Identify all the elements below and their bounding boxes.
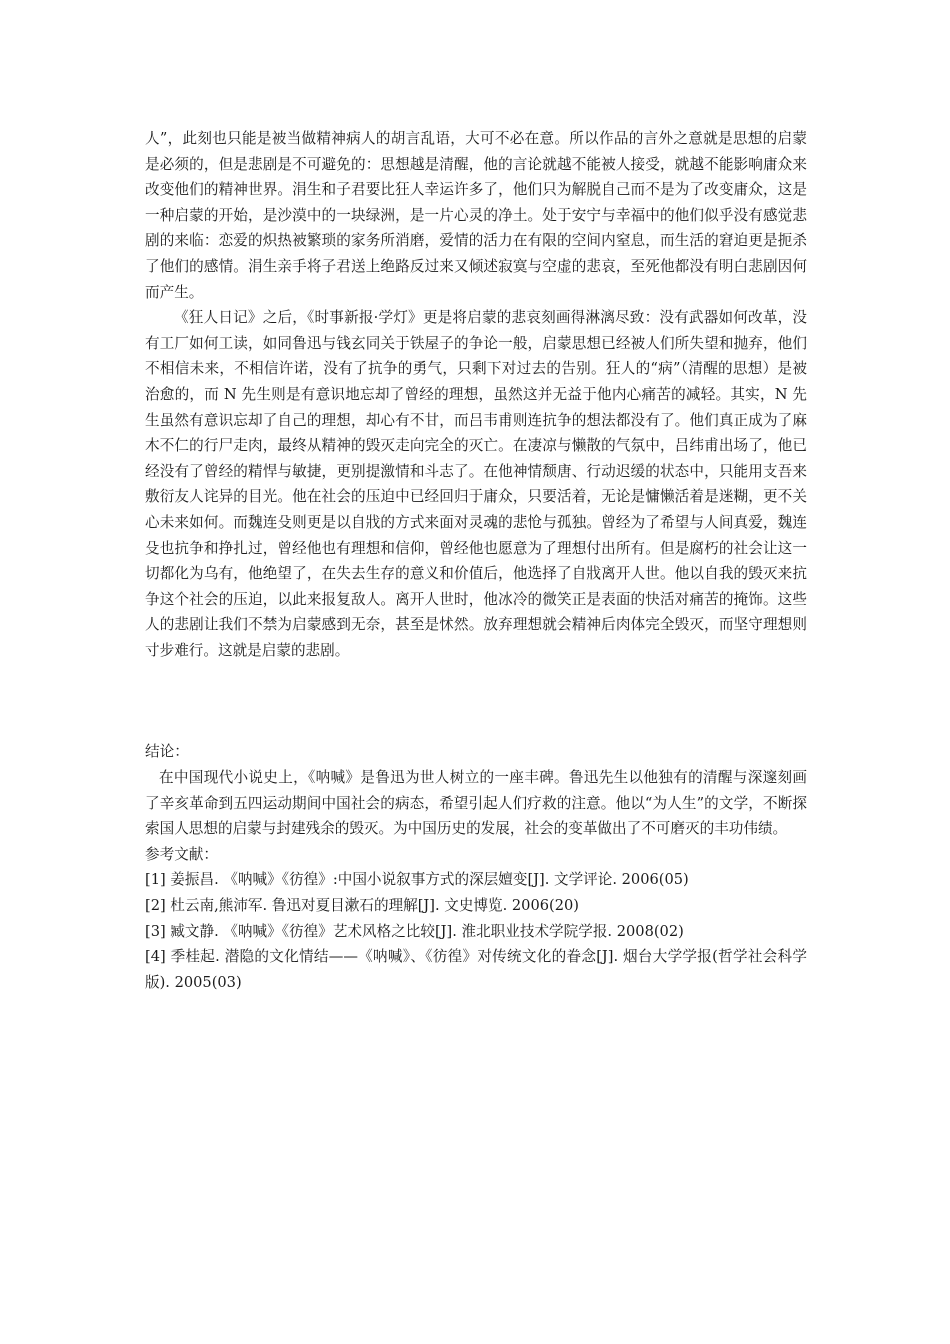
reference-item: [3] 臧文静. 《呐喊》《彷徨》艺术风格之比较[J]. 淮北职业技术学院学报. 2008(02) [145,922,684,940]
references-heading: 参考文献： [145,845,218,863]
body-paragraph: 《狂人日记》之后，《时事新报·学灯》更是将启蒙的悲哀刻画得淋漓尽致：没有武器如何改革，没有工厂如何工读，如同鲁迅与钱玄同关于铁屋子的争论一般，启蒙思想已经被人们所失望和抛弃，他们不相信未来，不相信许诺，没有了抗争的勇气，只剩下对过去的告别。狂人的“病”（清醒的思想）是被治愈的，而 N 先生则是有意识地忘却了曾经的理想，虽然这并无益于他内心痛苦的减轻。其实，N 先生虽然有意识忘却了自己的理想，却心有不甘，而吕韦甫则连抗争的想法都没有了。他们真正成为了麻木不仁的行尸走肉，最终从精神的毁灭走向完全的灭亡。在凄凉与懒散的气氛中，吕纬甫出场了，他已经没有了曾经的精悍与敏捷，更别提激情和斗志了。在他神情颓唐、行动迟缓的状态中，只能用支吾来敷衍友人诧异的目光。他在社会的压迫中已经回归于庸众，只要活着，无论是慵懒活着是迷糊，更不关心未来如何。而魏连殳则更是以自戕的方式来面对灵魂的悲怆与孤独。曾经为了希望与人间真爱，魏连殳也抗争和挣扎过，曾经他也有理想和信仰，曾经他也愿意为了理想付出所有。但是腐朽的社会让这一切都化为乌有，他绝望了，在失去生存的意义和价值后，他选择了自戕离开人世。他以自我的毁灭来抗争这个社会的压迫，以此来报复敌人。离开人世时，他冰冷的微笑正是表面的快活对痛苦的掩饰。这些人的悲剧让我们不禁为启蒙感到无奈，甚至是怵然。放弃理想就会精神后肉体完全毁灭，而坚守理想则寸步难行。这就是启蒙的悲剧。 [145,309,807,659]
section-spacer [145,663,807,739]
conclusion-paragraph: 在中国现代小说史上，《呐喊》是鲁迅为世人树立的一座丰碑。鲁迅先生以他独有的清醒与深邃刻画了辛亥革命到五四运动期间中国社会的病态，希望引起人们疗救的注意。他以“为人生”的文学，不断探索国人思想的启蒙与封建残余的毁灭。为中国历史的发展，社会的变革做出了不可磨灭的丰功伟绩。 [145,769,807,838]
references-list [145,867,807,995]
document-page [145,126,807,995]
reference-item: [1] 姜振昌. 《呐喊》《彷徨》:中国小说叙事方式的深层嬗变[J]. 文学评论. 2006(05) [145,871,689,889]
body-paragraph-continuation: 人”，此刻也只能是被当做精神病人的胡言乱语，大可不必在意。所以作品的言外之意就是思想的启蒙是必须的，但是悲剧是不可避免的：思想越是清醒，他的言论就越不能被人接受，就越不能影响庸众来改变他们的精神世界。涓生和子君要比狂人幸运许多了，他们只为解脱自己而不是为了改变庸众，这是一种启蒙的开始，是沙漠中的一块绿洲，是一片心灵的净土。处于安宁与幸福中的他们似乎没有感觉悲剧的来临：恋爱的炽热被繁琐的家务所消磨，爱情的活力在有限的空间内窒息，而生活的窘迫更是扼杀了他们的感情。涓生亲手将子君送上绝路反过来又倾述寂寞与空虚的悲哀，至死他都没有明白悲剧因何而产生。 [145,130,807,301]
reference-item: [4] 季桂起. 潜隐的文化情结——《呐喊》、《彷徨》对传统文化的眷念[J]. 烟台大学学报(哲学社会科学版). 2005(03) [145,948,807,991]
reference-item: [2] 杜云南,熊沛军. 鲁迅对夏目漱石的理解[J]. 文史博览. 2006(20) [145,897,579,915]
conclusion-heading: 结论： [145,743,189,761]
